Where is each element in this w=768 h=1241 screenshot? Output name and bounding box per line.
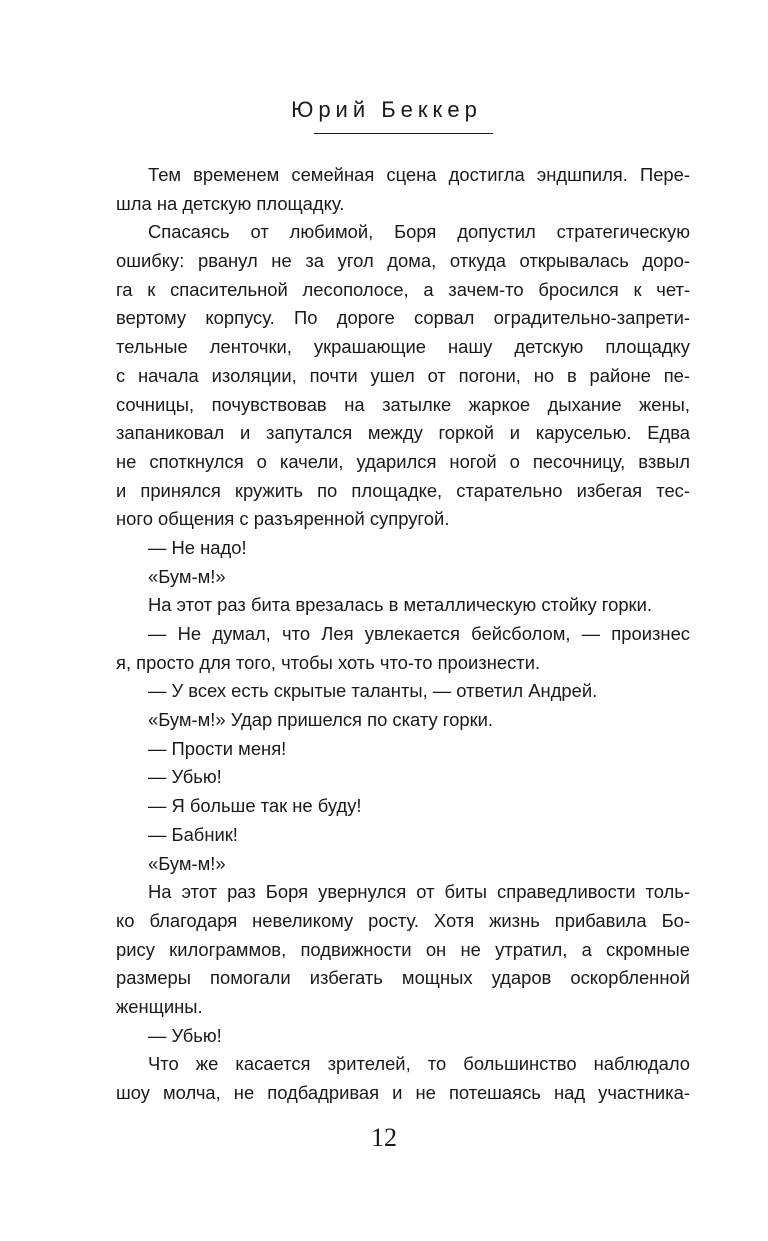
header-rule bbox=[314, 133, 493, 134]
running-head: Юрий Беккер bbox=[291, 97, 482, 122]
text-line: Спасаясь от любимой, Боря допустил стратегическую bbox=[148, 221, 690, 243]
text-line: — Не думал, что Лея увлекается бейсболом, — произнес bbox=[148, 623, 690, 644]
text-line: сочницы, почувствовав на затылке жаркое дыхание жены, bbox=[116, 393, 690, 415]
text-line: «Бум-м!» bbox=[148, 565, 226, 587]
text-line: — Бабник! bbox=[148, 823, 238, 845]
text-line: ного общения с разъяренной супругой. bbox=[116, 508, 450, 530]
text-line: я, просто для того, чтобы хоть что-то произнести. bbox=[116, 651, 541, 673]
text-line: — Прости меня! bbox=[148, 737, 287, 759]
text-line: рису килограммов, подвижности он не утратил, а скромные bbox=[116, 938, 690, 960]
text-line: «Бум-м!» Удар пришелся по скату горки. bbox=[148, 709, 493, 731]
text-line: запаниковал и запутался между горкой и каруселью. Едва bbox=[116, 422, 690, 444]
page-number: 12 bbox=[371, 1123, 397, 1152]
text-line: вертому корпусу. По дороге сорвал оградительно-запрети- bbox=[116, 307, 690, 329]
text-line: ко благодаря невеликому росту. Хотя жизнь прибавила Бо- bbox=[116, 909, 690, 931]
text-line: — У всех есть скрытые таланты, — ответил Андрей. bbox=[148, 680, 598, 702]
running-head-container bbox=[0, 96, 768, 124]
text-line: ошибку: рванул не за угол дома, откуда открывалась доро- bbox=[116, 250, 690, 272]
text-line: с начала изоляции, почти ушел от погони, но в районе пе- bbox=[116, 364, 690, 386]
text-line: На этот раз бита врезалась в металлическую стойку горки. bbox=[148, 594, 652, 616]
text-line: — Я больше так не буду! bbox=[148, 795, 362, 817]
text-line: «Бум-м!» bbox=[148, 852, 226, 874]
text-line: Тем временем семейная сцена достигла эндшпиля. Пере- bbox=[148, 164, 690, 185]
text-line: женщины. bbox=[116, 995, 203, 1017]
text-line: и принялся кружить по площадке, старательно избегая тес- bbox=[116, 479, 690, 501]
text-line: Что же касается зрителей, то большинство наблюдало bbox=[148, 1053, 690, 1075]
text-line: тельные ленточки, украшающие нашу детскую площадку bbox=[116, 336, 690, 358]
text-line: размеры помогали избегать мощных ударов оскорбленной bbox=[116, 967, 690, 989]
text-line: шоу молча, не подбадривая и не потешаясь над участника- bbox=[116, 1082, 690, 1103]
text-line: не споткнулся о качели, ударился ногой о песочницу, взвыл bbox=[116, 450, 690, 472]
text-line: шла на детскую площадку. bbox=[116, 192, 345, 214]
text-line: — Убью! bbox=[148, 766, 222, 788]
text-line: — Убью! bbox=[148, 1024, 222, 1046]
body-text bbox=[116, 161, 690, 1108]
text-line: — Не надо! bbox=[148, 536, 247, 558]
text-line: га к спасительной лесополосе, а зачем-то бросился к чет- bbox=[116, 278, 690, 300]
text-line: На этот раз Боря увернулся от биты справедливости толь- bbox=[148, 881, 690, 903]
